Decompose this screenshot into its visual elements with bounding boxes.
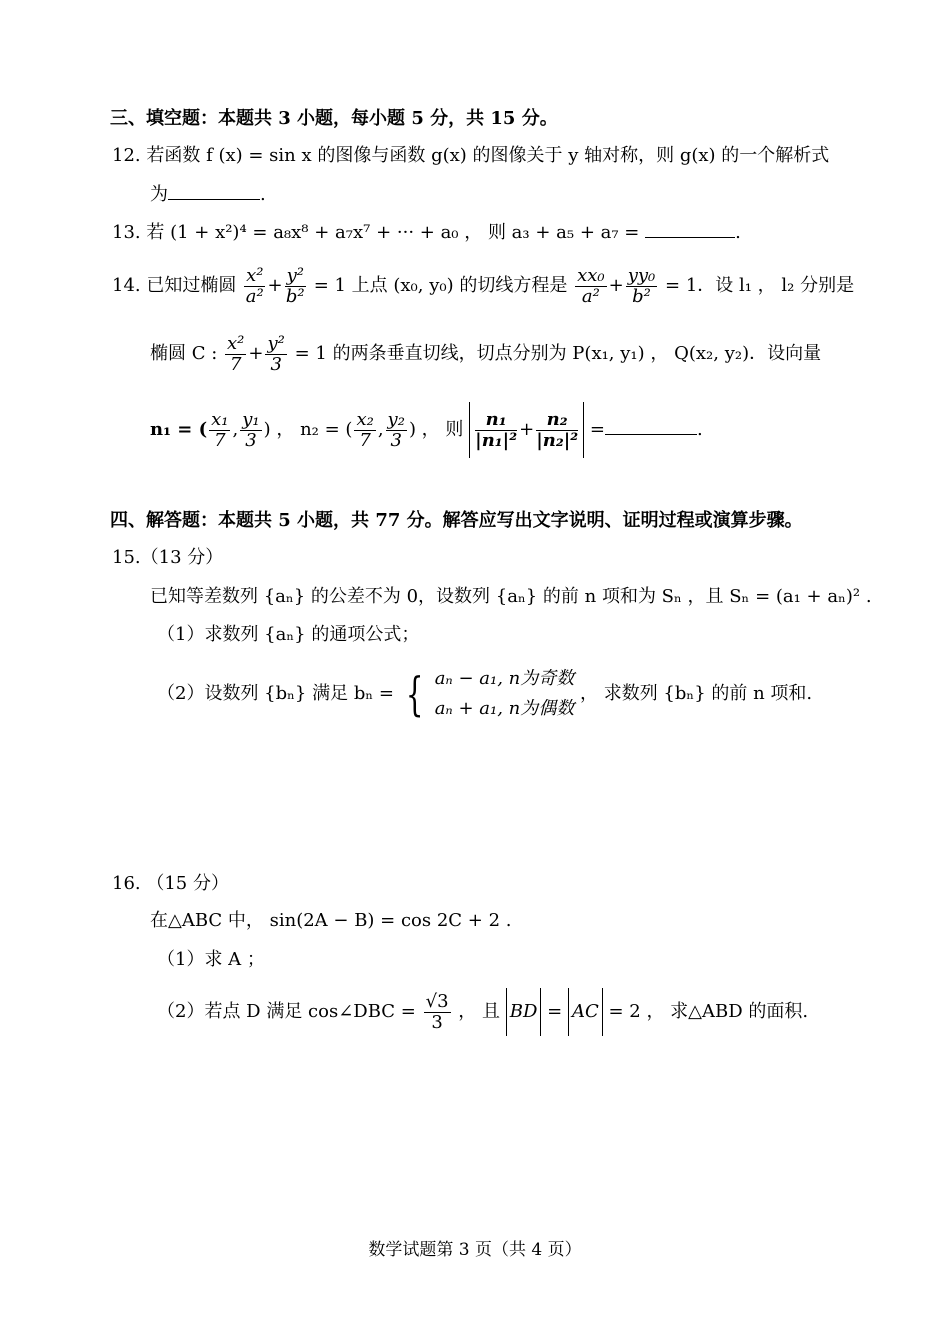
q12-line1: 12. 若函数 f (x) = sin x 的图像与函数 g(x) 的图像关于 y 轴对称，则 g(x) 的一个解析式 [112, 145, 830, 166]
q14-line3: n₁ = ( $\frac{\text{x₁}}{7}$ , $\frac{\text{y₁}}{3}$ ) ， n₂ = ( $\frac{\text{x₂}}{7}$ , $\frac{\text{y₂}}{3}$ ) ， 则 $\frac{\text{n₁}}{\text{|n₁|²}}$ + $\frac{\text{n₂}}{\text{|n₂|²}}$ = . [150, 402, 703, 458]
section-3-title: 三、填空题：本题共 3 小题，每小题 5 分，共 15 分。 [110, 108, 558, 129]
q14-line3-mid: ) ， n₂ = ( [263, 419, 353, 440]
q16-abs-bd: BD [506, 988, 542, 1036]
page-footer: 数学试题第 3 页（共 4 页） [368, 1240, 582, 1260]
q14-line2-a: 椭圆 C : [150, 343, 218, 364]
q15-case-even: aₙ + a₁, n为偶数 [434, 698, 575, 719]
q14-norm-expression: $\frac{\text{n₁}}{\text{|n₁|²}}$ + $\frac{\text{n₂}}{\text{|n₂|²}}$ [469, 402, 584, 458]
q14-frac-n1: $\frac{\text{n₁}}{\text{|n₁|²}}$ [475, 408, 518, 451]
q16-eq: = [547, 1001, 563, 1022]
q14-line3-end: ) ， 则 [408, 419, 464, 440]
q16-part1: （1）求 A ； [157, 949, 265, 970]
q16-part2-a: （2）若点 D 满足 cos∠DBC = [157, 1001, 416, 1022]
q14-n1-def: n₁ = ( [150, 419, 208, 440]
q12-answer-blank [168, 199, 260, 200]
q14-frac-x1-7: $\frac{\text{x₁}}{7}$ [211, 408, 229, 451]
q16-head: 16. （15 分） [112, 873, 229, 894]
q14-frac-y2-b2: $\frac{\text{y²}}{\text{b²}}$ [285, 264, 305, 307]
q15-part2 [157, 664, 812, 724]
q15-brace: { [405, 667, 424, 721]
q14-line1-a: 14. 已知过椭圆 [112, 275, 237, 296]
q13-line: 13. 若 (1 + x²)⁴ = a₈x⁸ + a₇x⁷ + ··· + a₀ ， 则 a₃ + a₅ + a₇ = . [112, 222, 741, 243]
q15-cases [435, 664, 575, 724]
q14-frac-x2-a2: $\frac{\text{x²}}{\text{a²}}$ [245, 264, 264, 307]
q14-frac-y2-3: $\frac{\text{y²}}{3}$ [267, 332, 285, 375]
q15-part2-a: （2）设数列 {bₙ} 满足 bₙ = [157, 683, 394, 704]
q14-line1: 14. 已知过椭圆 $\frac{\text{x²}}{\text{a²}}$ + $\frac{\text{y²}}{\text{b²}}$ = 1 上点 (x₀, y₀) 的切线方程是 $\frac{\text{xx₀}}{\text{a²}}$ + $\frac{\text{yy₀}}{\text{b²}}$ = 1．设 l₁ ， l₂ 分别是 [112, 264, 855, 307]
q16-abs-ac: AC [568, 988, 603, 1036]
q15-part2-b: ， 求数列 {bₙ} 的前 n 项和. [579, 683, 813, 704]
q14-line2-b: = 1 的两条垂直切线，切点分别为 P(x₁, y₁) ， Q(x₂, y₂)．设向量 [294, 343, 822, 364]
q16-part2-b: ， 且 [458, 1001, 500, 1022]
q12-line2-text: 为 [150, 184, 168, 205]
q15-part1: （1）求数列 {aₙ} 的通项公式； [157, 624, 420, 645]
q13-answer-blank [645, 237, 735, 238]
q14-line1-c: = 1．设 l₁ ， l₂ 分别是 [665, 275, 855, 296]
q14-frac-x2-7: $\frac{\text{x²}}{7}$ [227, 332, 245, 375]
q14-frac-yy0-b2: $\frac{\text{yy₀}}{\text{b²}}$ [627, 264, 656, 307]
q15-case-odd: aₙ − a₁, n为奇数 [434, 668, 575, 689]
q15-stem: 已知等差数列 {aₙ} 的公差不为 0，设数列 {aₙ} 的前 n 项和为 Sₙ ，且 Sₙ = (a₁ + aₙ)² . [150, 586, 872, 607]
q14-frac-x2-7b: $\frac{\text{x₂}}{7}$ [356, 408, 374, 451]
q16-part2-c: = 2 ， 求△ABD 的面积. [608, 1001, 809, 1022]
q14-frac-y1-3: $\frac{\text{y₁}}{3}$ [242, 408, 260, 451]
q14-frac-y2-3b: $\frac{\text{y₂}}{3}$ [387, 408, 405, 451]
q13-text: 13. 若 (1 + x²)⁴ = a₈x⁸ + a₇x⁷ + ··· + a₀ ， 则 a₃ + a₅ + a₇ = [112, 222, 640, 243]
q14-answer-blank [605, 434, 697, 435]
q16-frac-sqrt3-3: $\frac{√3}{3}$ [425, 990, 449, 1033]
q16-part2 [157, 988, 808, 1036]
q14-line1-b: = 1 上点 (x₀, y₀) 的切线方程是 [313, 275, 568, 296]
q14-eq: = [589, 419, 605, 440]
section-4-title: 四、解答题：本题共 5 小题，共 77 分。解答应写出文字说明、证明过程或演算步骤。 [110, 510, 803, 531]
q16-stem: 在△ABC 中， sin(2A − B) = cos 2C + 2 . [150, 910, 512, 931]
q15-head: 15.（13 分） [112, 547, 224, 568]
q12-line2: 为 . [150, 184, 266, 205]
q14-line2: 椭圆 C : $\frac{\text{x²}}{7}$ + $\frac{\text{y²}}{3}$ = 1 的两条垂直切线，切点分别为 P(x₁, y₁) ， Q(x₂, y₂)．设向量 [150, 332, 822, 375]
q14-frac-xx0-a2: $\frac{\text{xx₀}}{\text{a²}}$ [577, 264, 605, 307]
q14-frac-n2: $\frac{\text{n₂}}{\text{|n₂|²}}$ [536, 408, 579, 451]
